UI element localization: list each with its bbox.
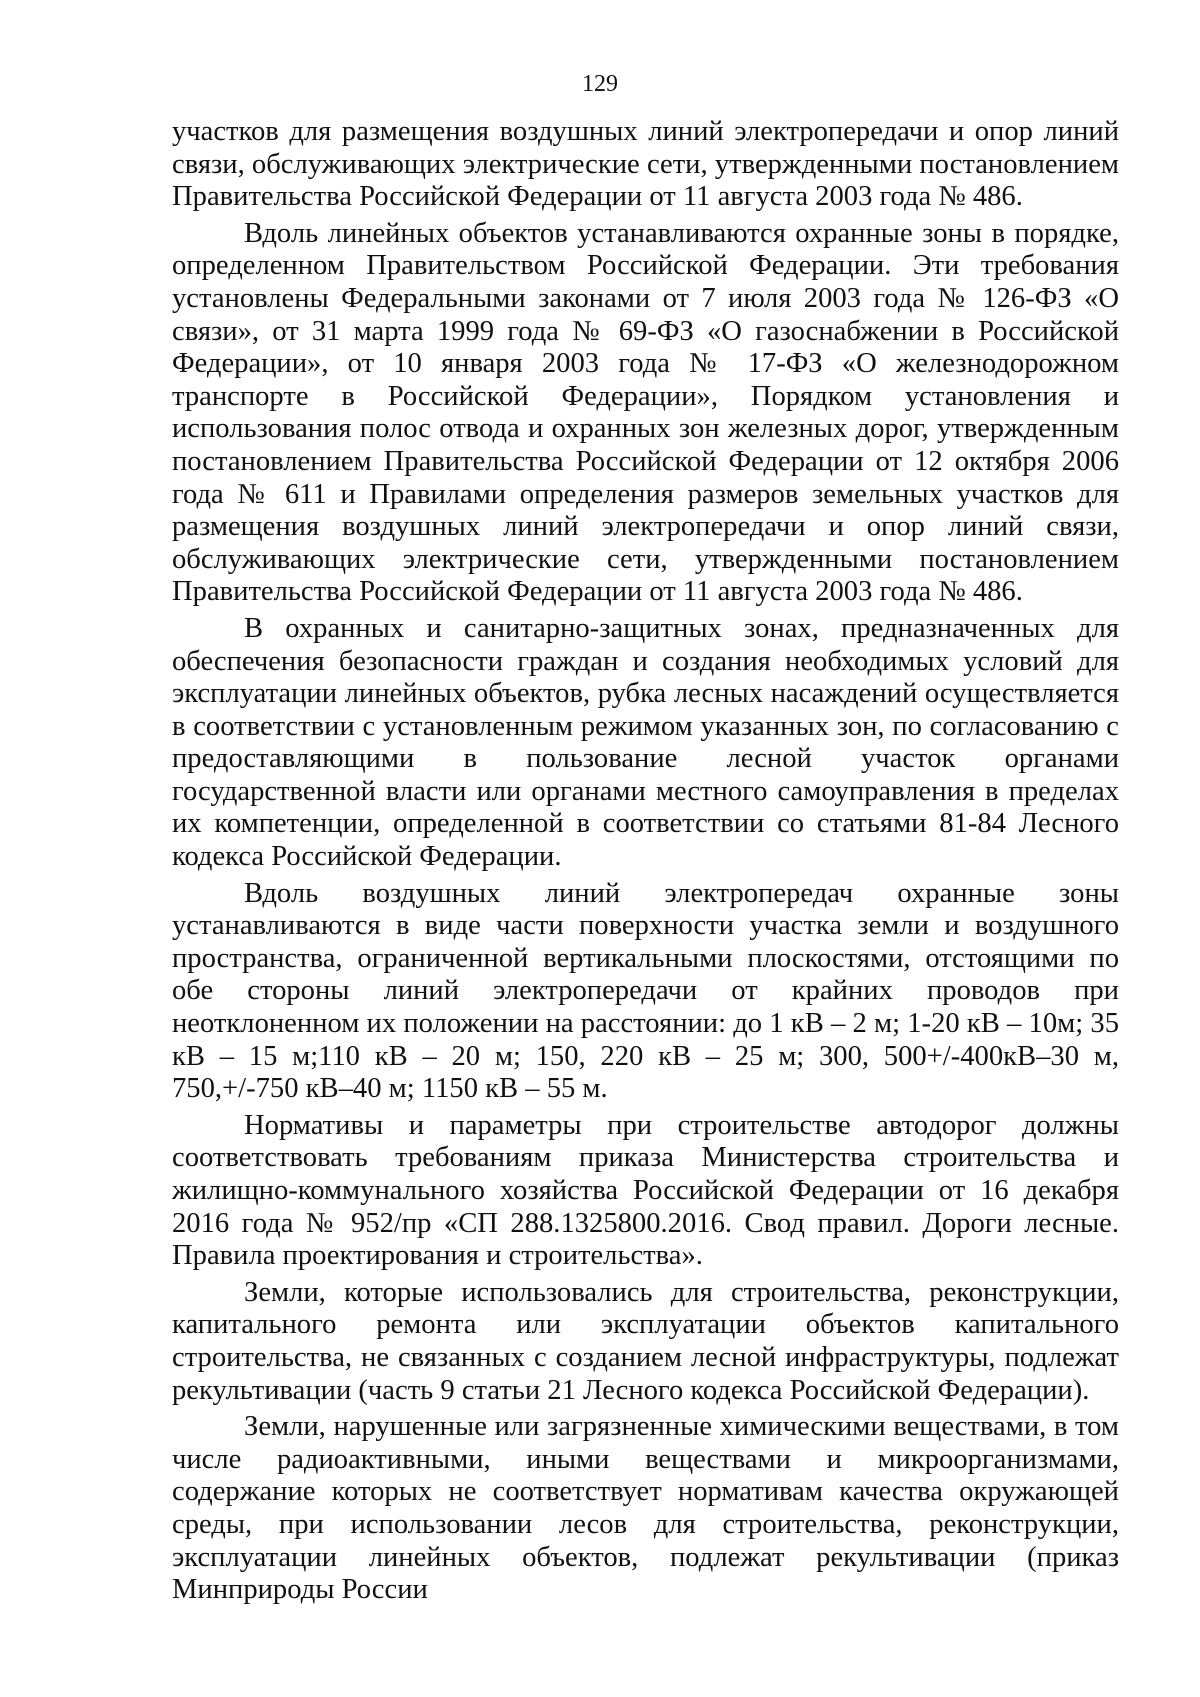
paragraph-land-recultivation: Земли, которые использовались для строительства, реконструкции, капитального ремонта или эксплуатации объектов капитального строительства, не связанных с созданием лесной инфраструктуры, подлежат рекультивации (часть 9 статьи 21 Лесного кодекса Российской Федерации). [172, 1276, 1119, 1406]
paragraph-power-lines: Вдоль воздушных линий электропередач охранные зоны устанавливаются в виде части поверхности участка земли и воздушного пространства, ограниченной вертикальными плоскостями, отстоящими по обе стороны линий электропередачи от крайних проводов при неотклоненном их положении на расстоянии: до 1 кВ – 2 м; 1-20 кВ – 10м; 35 кВ – 15 м;110 кВ – 20 м; 150, 220 кВ – 25 м; 300, 500+/-400кВ–30 м, 750,+/-750 кВ–40 м; 1150 кВ – 55 м. [172, 877, 1119, 1105]
paragraph-road-standards: Нормативы и параметры при строительстве автодорог должны соответствовать требованиям приказа Министерства строительства и жилищно-коммунального хозяйства Российской Федерации от 16 декабря 2016 года № 952/пр «СП 288.1325800.2016. Свод правил. Дороги лесные. Правила проектирования и строительства». [172, 1109, 1119, 1272]
paragraph-protection-zones: Вдоль линейных объектов устанавливаются охранные зоны в порядке, определенном Правительством Российской Федерации. Эти требования установлены Федеральными законами от 7 июля 2003 года № 126-ФЗ «О связи», от 31 марта 1999 года № 69-ФЗ «О газоснабжении в Российской Федерации», от 10 января 2003 года № 17-ФЗ «О железнодорожном транспорте в Российской Федерации», Порядком установления и использования полос отвода и охранных зон железных дорог, утвержденным постановлением Правительства Российской Федерации от 12 октября 2006 года № 611 и Правилами определения размеров земельных участков для размещения воздушных линий электропередачи и опор линий связи, обслуживающих электрические сети, утвержденными постановлением Правительства Российской Федерации от 11 августа 2003 года № 486. [172, 217, 1119, 608]
paragraph-continued: участков для размещения воздушных линий электропередачи и опор линий связи, обслуживающих электрические сети, утвержденными постановлением Правительства Российской Федерации от 11 августа 2003 года № 486. [172, 116, 1119, 213]
paragraph-contaminated-land: Земли, нарушенные или загрязненные химическими веществами, в том числе радиоактивными, иными веществами и микроорганизмами, содержание которых не соответствует нормативам качества окружающей среды, при использовании лесов для строительства, реконструкции, эксплуатации линейных объектов, подлежат рекультивации (приказ Минприроды России [172, 1411, 1119, 1606]
paragraph-sanitary-zones: В охранных и санитарно-защитных зонах, предназначенных для обеспечения безопасности граждан и создания необходимых условий для эксплуатации линейных объектов, рубка лесных насаждений осуществляется в соответствии с установленным режимом указанных зон, по согласованию с предоставляющими в пользование лесной участок органами государственной власти или органами местного самоуправления в пределах их компетенции, определенной в соответствии со статьями 81-84 Лесного кодекса Российской Федерации. [172, 612, 1119, 873]
page-number: 129 [582, 71, 618, 97]
body-text [172, 116, 1119, 1611]
